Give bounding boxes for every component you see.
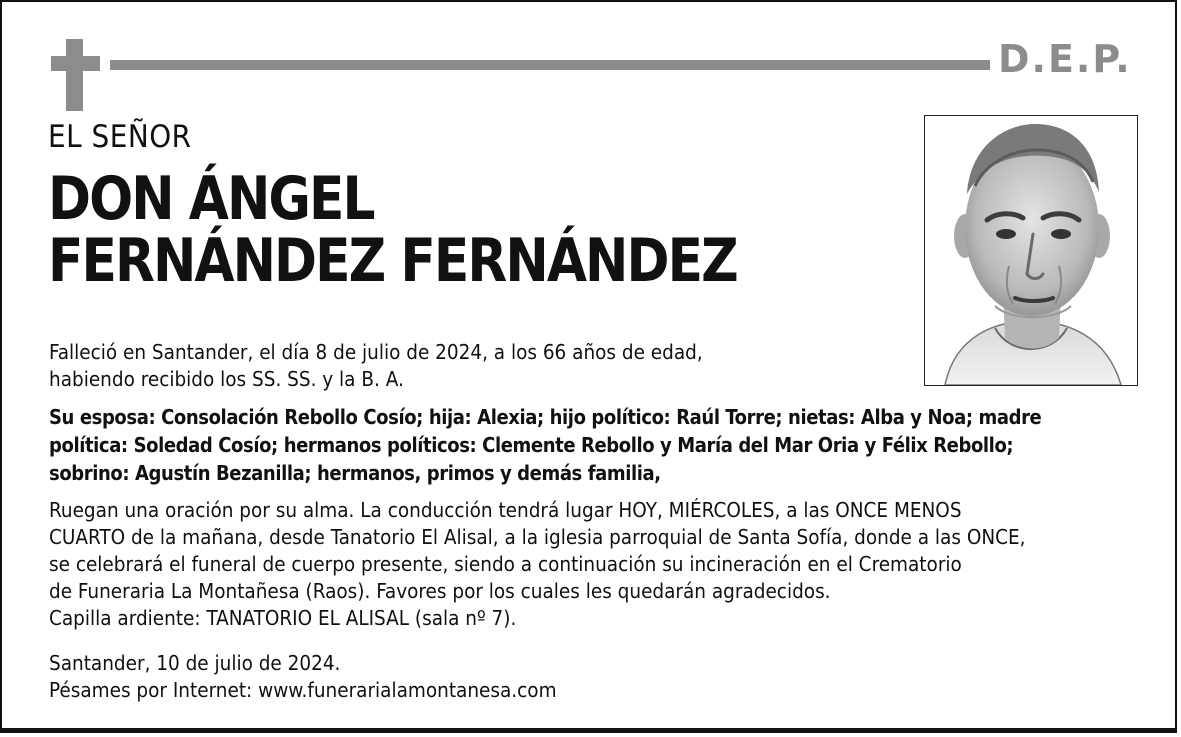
text-line: Capilla ardiente: TANATORIO EL ALISAL (sala nº 7).	[49, 606, 517, 630]
dep-label: D.E.P.	[998, 37, 1132, 81]
text-line: de Funeraria La Montañesa (Raos). Favores por los cuales les quedarán agradecidos.	[49, 579, 831, 603]
name-line: FERNÁNDEZ FERNÁNDEZ	[48, 226, 737, 296]
date-place: Santander, 10 de julio de 2024.	[49, 651, 341, 675]
text-line: sobrino: Agustín Bezanilla; hermanos, primos y demás familia,	[49, 461, 661, 485]
text-line: habiendo recibido los SS. SS. y la B. A.	[49, 367, 404, 391]
condolences-web: Pésames por Internet: www.funerarialamontanesa.com	[49, 678, 557, 702]
text-line: CUARTO de la mañana, desde Tanatorio El Alisal, a la iglesia parroquial de Santa Sofía, donde a las ONCE,	[49, 525, 1026, 549]
text-line: Ruegan una oración por su alma. La conducción tendrá lugar HOY, MIÉRCOLES, a las ONCE MENOS	[49, 498, 962, 522]
honorific-prefix: EL SEÑOR	[48, 119, 192, 155]
footer	[49, 650, 557, 704]
death-notice	[49, 339, 703, 393]
text-line: Falleció en Santander, el día 8 de julio de 2024, a los 66 años de edad,	[49, 340, 703, 364]
header-rule	[110, 60, 990, 70]
deceased-photo	[924, 115, 1138, 386]
text-line: política: Soledad Cosío; hermanos políticos: Clemente Rebollo y María del Mar Oria y Félix Rebollo;	[49, 433, 1014, 457]
family-list	[49, 403, 1041, 487]
name-line: DON ÁNGEL	[48, 164, 374, 234]
deceased-name	[48, 164, 737, 296]
service-details	[49, 497, 1026, 632]
text-line: Su esposa: Consolación Rebollo Cosío; hija: Alexia; hijo político: Raúl Torre; nietas: Alba y Noa; madre	[49, 405, 1042, 429]
text-line: se celebrará el funeral de cuerpo presente, siendo a continuación su incineración en el Crematorio	[49, 552, 962, 576]
